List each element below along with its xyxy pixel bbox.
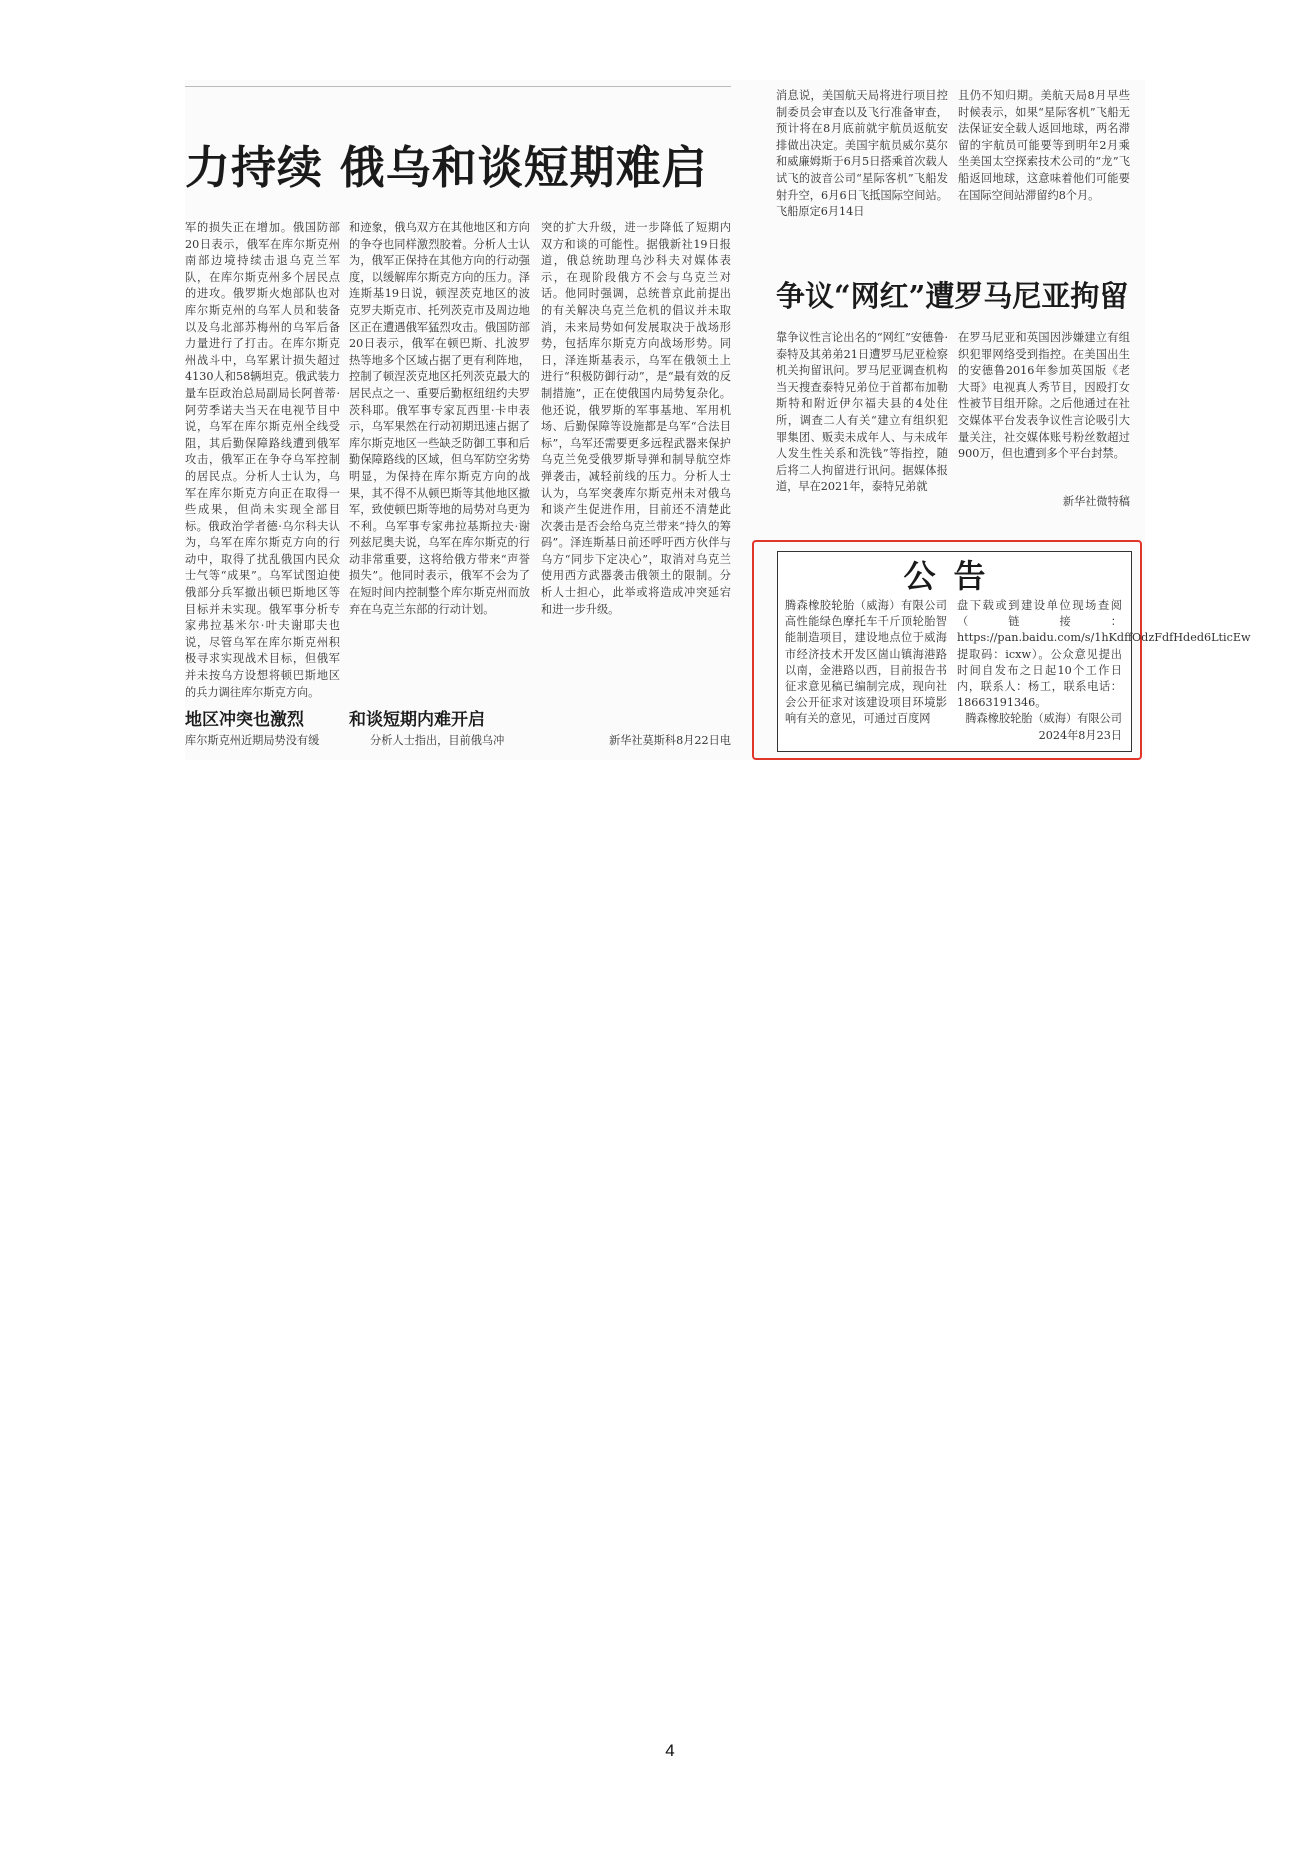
main-headline: 力持续 俄乌和谈短期难启 bbox=[185, 141, 708, 194]
side-headline: 争议“网红”遭罗马尼亚拘留 bbox=[776, 279, 1129, 313]
space-news-column-1: 消息说，美国航天局将进行项目控制委员会审查以及飞行准备审查，预计将在8月底前就宇航员返航安排做出决定。美国宇航员威尔莫尔和威廉姆斯于6月5日搭乘首次载人试飞的波音公司“星际客机”飞船发射升空，6月6日飞抵国际空间站。飞船原定6月14日 bbox=[776, 89, 948, 219]
page-number: 4 bbox=[665, 1741, 675, 1760]
subhead-followup-line: 库尔斯克州近期局势没有缓 bbox=[185, 734, 320, 747]
side-article-column-1: 靠争议性言论出名的“网红”安德鲁·泰特及其弟弟21日遭罗马尼亚检察机关拘留讯问。罗马尼亚调查机构当天搜查泰特兄弟位于首都布加勒斯特和附近伊尔福夫县的4处住所，调查二人有关“建立有组织犯罪集团、贩卖未成年人、与未成年人发生性关系和洗钱”等指控，随后将二人拘留进行讯问。据媒体报道，早在2021年，泰特兄弟就 bbox=[776, 331, 948, 494]
space-news-column-2: 且仍不知归期。美航天局8月早些时候表示，如果“星际客机”飞船无法保证安全载人返回地球，两名滞留的宇航员可能要等到明年2月乘坐美国太空探索技术公司的“龙”飞船返回地球，这意味着他们可能要在国际空间站滞留约8个月。 bbox=[958, 89, 1130, 202]
byline: 新华社微特稿 bbox=[1062, 495, 1130, 508]
byline: 新华社莫斯科8月22日电 bbox=[608, 734, 731, 747]
notice-body-column-2 bbox=[957, 598, 1251, 746]
article-column-2: 和迹象，俄乌双方在其他地区和方向的争夺也同样激烈胶着。分析人士认为，俄军正保持在其他方向的行动强度，以缓解库尔斯克方向的压力。泽连斯基19日说，顿涅茨克地区的波克罗夫斯克市、托列茨克市及周边地区正在遭遇俄军猛烈攻击。俄国防部20日表示，俄军在顿巴斯、扎波罗热等地多个区域占据了更有利阵地，控制了顿涅茨克地区托列茨克最大的居民点之一、重要后勤枢纽纽约夫罗茨科耶。俄军事专家瓦西里·卡申表示，乌军果然在行动初期迅速占据了库尔斯克地区一些缺乏防御工事和后勤保障路线的区域，但乌军防空劣势明显，为保持在库尔斯克方向的战果，其不得不从顿巴斯等其他地区撤军，致使顿巴斯等地的局势对乌更为不利。乌军事专家弗拉基斯拉夫·谢列兹尼奥夫说，乌军在库尔斯克的行动非常重要，这将给俄方带来“声誉损失”。他同时表示，俄军不会为了在短时间内控制整个库尔斯克州而放弃在乌克兰东部的行动计划。 bbox=[349, 221, 530, 616]
subhead-followup-line: 分析人士指出，目前俄乌冲 bbox=[370, 734, 505, 747]
notice-body-text: 盘下载或到建设单位现场查阅（链接：https://pan.baidu.com/s/1hKdffOdzFdfHded6LticEw 提取码：icxw）。公众意见提出时间自发布之日起10个工作日内，联系人：杨工，联系电话：18663191346。 bbox=[957, 599, 1251, 710]
side-article-column-2: 在罗马尼亚和英国因涉嫌建立有组织犯罪网络受到指控。在美国出生的安德鲁2016年参加英国版《老大哥》电视真人秀节目，因殴打女性被节目组开除。之后他通过在社交媒体平台发表争议性言论吸引大量关注，社交媒体账号粉丝数超过900万，但也遭到多个平台封禁。 bbox=[958, 331, 1130, 461]
article-column-3: 突的扩大升级，进一步降低了短期内双方和谈的可能性。据俄新社19日报道，俄总统助理乌沙科夫对媒体表示，在现阶段俄方不会与乌克兰对话。他同时强调，总统普京此前提出的有关解决乌克兰危机的倡议并未取消，未来局势如何发展取决于战场形势，包括库尔斯克方向战场形势。同日，泽连斯基表示，乌军在俄领土上进行“积极防御行动”，是“最有效的反制措施”，正在使俄国内局势复杂化。他还说，俄罗斯的军事基地、军用机场、后勤保障等设施都是乌军“合法目标”，乌军还需要更多远程武器来保护乌克兰免受俄罗斯导弹和制导航空炸弹袭击，减轻前线的压力。分析人士认为，乌军突袭库尔斯克州未对俄乌和谈产生促进作用，目前还不清楚此次袭击是否会给乌克兰带来“持久的筹码”。泽连斯基日前还呼吁西方伙伴与乌方“同步下定决心”，取消对乌克兰使用西方武器袭击俄领土的限制。分析人士担心，此举或将造成冲突延宕和进一步升级。 bbox=[541, 221, 731, 616]
top-rule bbox=[185, 86, 731, 87]
subhead-regional-conflict: 地区冲突也激烈 bbox=[185, 710, 304, 730]
notice-body-column-1: 腾森橡胶轮胎（威海）有限公司高性能绿色摩托车千斤顶轮胎智能制造项目，建设地点位于威海市经济技术开发区崮山镇海港路以南，金港路以西，目前报告书征求意见稿已编制完成，现向社会公开征求对该建设项目环境影响有关的意见，可通过百度网 bbox=[785, 599, 947, 726]
notice-company: 腾森橡胶轮胎（威海）有限公司 bbox=[965, 712, 1122, 726]
subhead-peace-talks: 和谈短期内难开启 bbox=[349, 710, 485, 730]
notice-title: 公告 bbox=[903, 557, 1004, 595]
article-column-1: 军的损失正在增加。俄国防部20日表示，俄军在库尔斯克州南部边境持续击退乌克兰军队，在库尔斯克州多个居民点的进攻。俄罗斯火炮部队也对库尔斯克州的乌军人员和装备以及乌北部苏梅州的乌军后备力量进行了打击。在库尔斯克州战斗中，乌军累计损失超过4130人和58辆坦克。俄武装力量车臣政治总局副局长阿普蒂·阿劳季诺夫当天在电视节目中说，乌军在库尔斯克州全线受阻，其后勤保障路线遭到俄军攻击，俄军正在争夺乌军控制的居民点。分析人士认为，乌军在库尔斯克方向正在取得一些成果，但尚未实现全部目标。俄政治学者德·乌尔科夫认为，乌军在库尔斯克方向的行动中，取得了扰乱俄国内民众士气等“成果”。乌军试图迫使俄部分兵军撤出顿巴斯地区等目标并未实现。俄军事分析专家弗拉基米尔·叶夫谢耶夫也说，尽管乌军在库尔斯克州积极寻求实现战术目标，但俄军并未按乌方设想将顿巴斯地区的兵力调往库尔斯克方向。 bbox=[185, 221, 340, 699]
notice-date: 2024年8月23日 bbox=[1038, 728, 1122, 742]
